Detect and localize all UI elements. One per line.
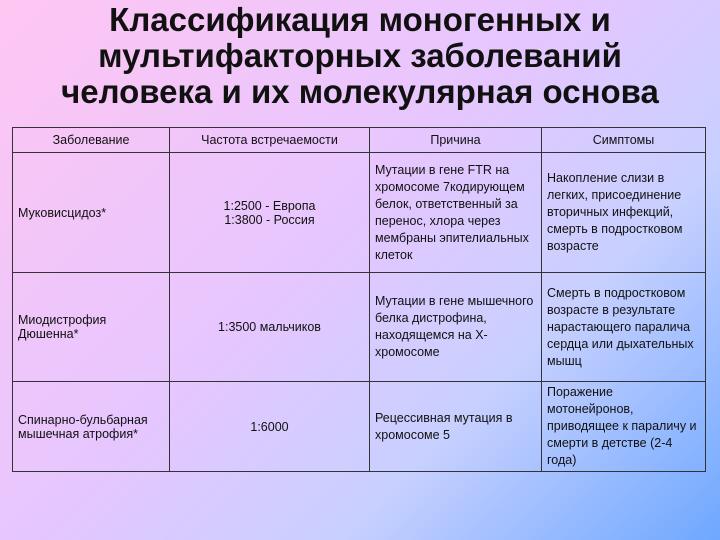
cause-cell: Мутации в гене мышечного белка дистрофина, находящемся на X-хромосоме <box>370 273 542 382</box>
header-disease: Заболевание <box>13 128 170 153</box>
cause-cell: Рецессивная мутация в хромосоме 5 <box>370 382 542 472</box>
table-header-row <box>13 128 706 153</box>
symptoms-cell: Поражение мотонейронов, приводящее к параличу и смерти в детстве (2-4 года) <box>542 382 706 472</box>
table-row <box>13 153 706 273</box>
frequency-cell: 1:3500 мальчиков <box>170 273 370 382</box>
header-symptoms: Симптомы <box>542 128 706 153</box>
frequency-cell: 1:6000 <box>170 382 370 472</box>
header-frequency: Частота встречаемости <box>170 128 370 153</box>
frequency-cell: 1:2500 - Европа 1:3800 - Россия <box>170 153 370 273</box>
disease-cell: Миодистрофия Дюшенна* <box>13 273 170 382</box>
cause-cell: Мутации в гене FTR на хромосоме 7кодирующем белок, ответственный за перенос, хлора через мембраны эпителиальных клеток <box>370 153 542 273</box>
disease-cell: Спинарно-бульбарная мышечная атрофия* <box>13 382 170 472</box>
symptoms-cell: Смерть в подростковом возрасте в результате нарастающего паралича сердца или дыхательных мышц <box>542 273 706 382</box>
table-row <box>13 382 706 472</box>
disease-table <box>12 127 706 472</box>
table-row <box>13 273 706 382</box>
disease-cell: Муковисцидоз* <box>13 153 170 273</box>
symptoms-cell: Накопление слизи в легких, присоединение вторичных инфекций, смерть в подростковом возрасте <box>542 153 706 273</box>
page-title: Классификация моногенных и мультифакторных заболеваний человека и их молекулярная основа <box>61 1 659 110</box>
header-cause: Причина <box>370 128 542 153</box>
